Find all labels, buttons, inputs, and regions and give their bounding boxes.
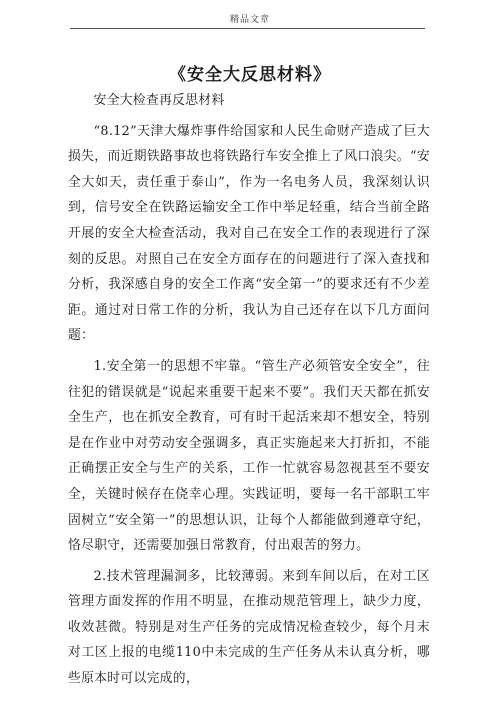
paragraph-point-1: 1.安全第一的思想不牢靠。“管生产必须管安全安全”，往往犯的错误就是“说起来重要干起来不要”。我们天天都在抓安全生产，也在抓安全教育，可有时干起活来却不想安全，特别是在作业中对劳动安全强调多，真正实施起来大打折扣，不能正确摆正安全与生产的关系，工作一忙就容易忽视甚至不要安全，关键时候存在侥幸心理。实践证明，要每一名干部职工牢固树立“安全第一”的思想认识，让每个人都能做到遵章守纪，恪尽职守，还需要加强日常教育，付出艰苦的努力。 — [68, 358, 430, 554]
paragraph-intro: “8.12”天津大爆炸事件给国家和人民生命财产造成了巨大损失，而近期铁路事故也将铁路行车安全推上了风口浪尖。“安全大如天，责任重于泰山”，作为一名电务人员，我深刻认识到，信号安全在铁路运输安全工作中举足轻重，结合当前全路开展的安全大检查活动，我对自己在安全工作的表现进行了深刻的反思。对照自己在安全方面存在的问题进行了深入查找和分析，我深感自身的安全工作离“安全第一”的要求还有不少差距。通过对日常工作的分析，我认为自己还存在以下几方面问题： — [68, 123, 430, 344]
document-title: 《安全大反思材料》 — [169, 65, 331, 85]
document-body — [68, 88, 430, 697]
page-header: 精品文章 — [229, 15, 270, 25]
paragraph-point-2: 2.技术管理漏洞多，比较薄弱。来到车间以后，在对工区管理方面发挥的作用不明显，在推动规范管理上，缺少力度，收效甚微。特别是对生产任务的完成情况检查较少，每个月末对工区上报的电缆110中未完成的生产任务从未认真分析，哪些原本时可以完成的， — [68, 568, 430, 687]
document-subtitle: 安全大检查再反思材料 — [93, 93, 225, 108]
header-divider — [70, 28, 425, 29]
